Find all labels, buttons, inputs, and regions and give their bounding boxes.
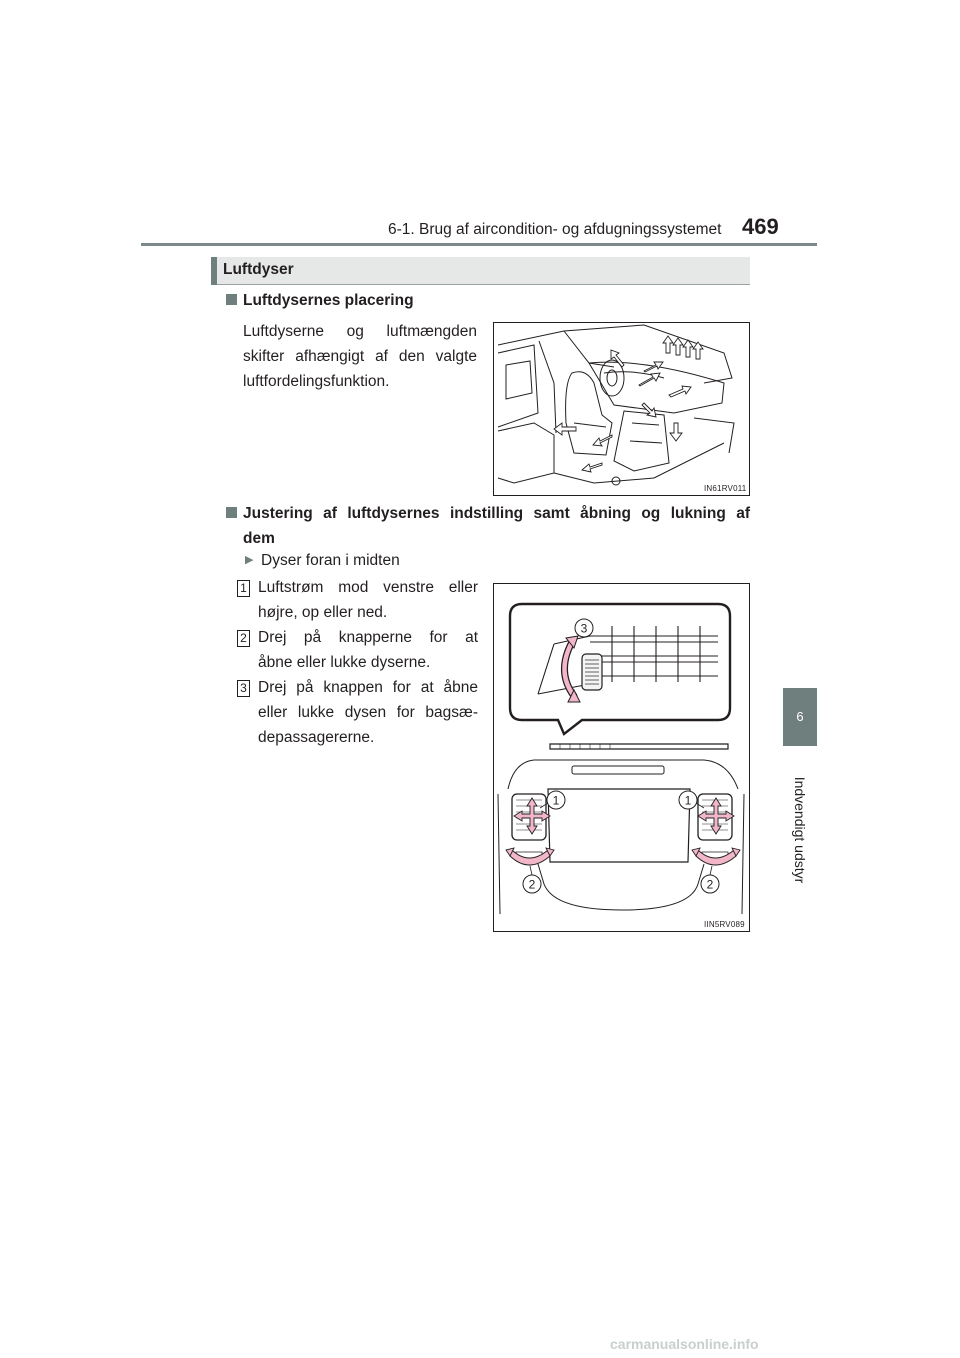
header-rule [141,243,817,246]
callout-3: 3 [580,621,588,636]
callout-2-left: 2 [528,877,536,892]
front-center-vents-subheading: Dyser foran i midten [261,552,400,569]
callout-2-right: 2 [706,877,714,892]
chapter-tab-number: 6 [796,709,804,724]
page-number: 469 [742,214,779,239]
adjustment-figure-code: IIN5RV089 [704,920,745,929]
section-heading-accent [211,257,217,285]
chapter-tab-label: Indvendigt udstyr [792,776,808,884]
step-1-text-line-2: højre, op eller ned. [258,604,388,621]
callout-1-right: 1 [684,793,692,808]
adjustment-heading-line-2: dem [243,530,275,547]
adjustment-heading-line-1: Justering af luftdysernes indstilling samt åbning og lukning af [243,505,750,522]
car-interior-illustration [494,323,749,495]
vent-placement-figure [493,322,750,496]
dashboard-vents-illustration [494,584,749,931]
running-header-title: 6-1. Brug af aircondition- og afdugningssystemet [388,221,722,238]
step-number-badge: 1 [237,580,250,597]
triangle-bullet-icon: ▶ [245,554,254,566]
square-bullet-icon [226,507,237,518]
callout-1-left: 1 [552,793,560,808]
section-title: Luftdyser [223,261,294,278]
square-bullet-icon [226,294,237,305]
step-2-text-line-2: åbne eller lukke dyserne. [258,654,431,671]
step-number-badge: 2 [237,630,250,647]
vent-adjustment-figure [493,583,750,932]
placement-figure-code: IN61RV011 [704,484,747,493]
step-3-text-line-2: eller lukke dysen for bagsæ- [258,704,478,721]
watermark: carmanualsonline.info [610,1336,759,1352]
placement-body: Luftdyserne og luftmængden skifter afhængigt af den valgte luftfordelingsfunktion. [243,323,477,390]
step-number-badge: 3 [237,680,250,697]
step-3-text-line-1: Drej på knappen for at åbne [258,679,478,696]
step-1-text-line-1: Luftstrøm mod venstre eller [258,579,478,596]
placement-heading: Luftdysernes placering [243,292,414,309]
step-3-text-line-3: depassagererne. [258,729,375,746]
step-2-text-line-1: Drej på knapperne for at [258,629,478,646]
